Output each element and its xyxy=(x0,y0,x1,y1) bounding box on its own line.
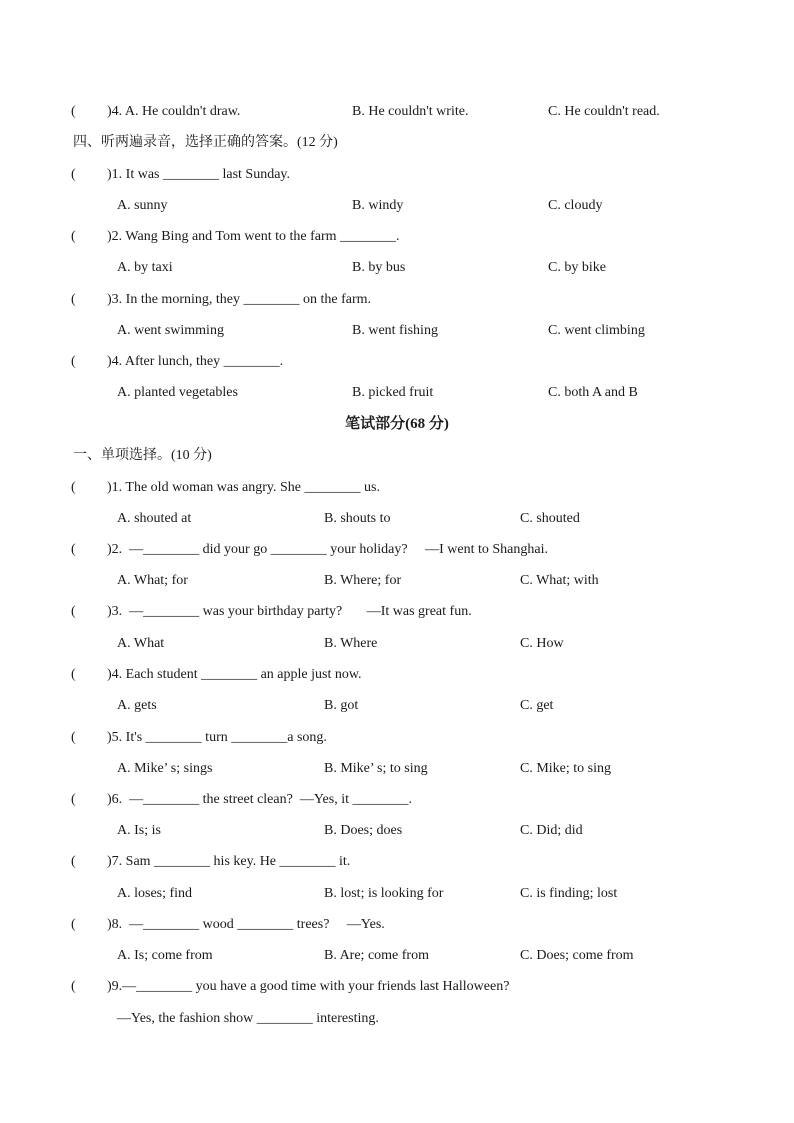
option-a: A. sunny xyxy=(117,198,168,213)
listening-q2-options xyxy=(0,258,794,278)
question-stem: )1. The old woman was angry. She ________ us. xyxy=(107,480,380,495)
question-stem: )9.—________ you have a good time with your friends last Halloween? xyxy=(107,979,510,994)
option-c: C. cloudy xyxy=(548,198,603,213)
option-c: C. Did; did xyxy=(520,823,583,838)
mc-q8-options xyxy=(0,946,794,966)
listening-q1-stem xyxy=(0,165,794,185)
answer-paren: ( xyxy=(71,792,76,807)
option-b: B. shouts to xyxy=(324,511,391,526)
option-b: B. picked fruit xyxy=(352,385,434,400)
option-a: A. gets xyxy=(117,698,157,713)
answer-paren: ( xyxy=(71,979,76,994)
option-c: C. He couldn't read. xyxy=(548,104,660,119)
answer-paren: ( xyxy=(71,104,76,119)
answer-paren: ( xyxy=(71,730,76,745)
option-b: B. got xyxy=(324,698,359,713)
written-part-title: 笔试部分(68 分) xyxy=(345,416,449,432)
option-c: C. Mike; to sing xyxy=(520,761,612,776)
section1-heading xyxy=(0,446,794,466)
option-c: C. How xyxy=(520,636,564,651)
section-heading-text: 四、听两遍录音，选择正确的答案。(12 分) xyxy=(73,135,338,150)
mc-q3-options xyxy=(0,634,794,654)
mc-q6-options xyxy=(0,821,794,841)
question-stem: )7. Sam ________ his key. He ________ it. xyxy=(107,854,351,869)
answer-paren: ( xyxy=(71,229,76,244)
mc-q5-stem xyxy=(0,728,794,748)
mc-q4-stem xyxy=(0,665,794,685)
option-c: C. by bike xyxy=(548,260,606,275)
written-part-title-row xyxy=(0,414,794,434)
option-b: B. He couldn't write. xyxy=(352,104,469,119)
question-stem: )6. —________ the street clean? —Yes, it ________. xyxy=(107,792,412,807)
answer-paren: ( xyxy=(71,167,76,182)
mc-q4-options xyxy=(0,696,794,716)
answer-paren: ( xyxy=(71,917,76,932)
mc-q9-stem xyxy=(0,977,794,997)
option-a: A. Is; is xyxy=(117,823,161,838)
question-reply: —Yes, the fashion show ________ interesting. xyxy=(117,1011,379,1026)
option-b: B. by bus xyxy=(352,260,406,275)
option-b: B. Where xyxy=(324,636,378,651)
option-a: A. by taxi xyxy=(117,260,173,275)
option-a: A. What xyxy=(117,636,165,651)
mc-q3-stem xyxy=(0,602,794,622)
mc-q2-stem xyxy=(0,540,794,560)
option-b: B. lost; is looking for xyxy=(324,886,444,901)
option-c: C. went climbing xyxy=(548,323,645,338)
question-stem: )5. It's ________ turn ________a song. xyxy=(107,730,327,745)
question-stem: )4. Each student ________ an apple just now. xyxy=(107,667,362,682)
question-stem: )4. A. He couldn't draw. xyxy=(107,104,241,119)
option-c: C. both A and B xyxy=(548,385,638,400)
listening-q2-stem xyxy=(0,227,794,247)
mc-q5-options xyxy=(0,759,794,779)
mc-q1-stem xyxy=(0,478,794,498)
answer-paren: ( xyxy=(71,292,76,307)
answer-paren: ( xyxy=(71,480,76,495)
question-stem: )2. Wang Bing and Tom went to the farm ________. xyxy=(107,229,400,244)
option-a: A. shouted at xyxy=(117,511,192,526)
section-heading-text: 一、单项选择。(10 分) xyxy=(73,448,212,463)
option-b: B. Are; come from xyxy=(324,948,429,963)
mc-q8-stem xyxy=(0,915,794,935)
option-a: A. planted vegetables xyxy=(117,385,238,400)
answer-paren: ( xyxy=(71,854,76,869)
mc-q9-reply xyxy=(0,1009,794,1029)
answer-paren: ( xyxy=(71,354,76,369)
option-b: B. Does; does xyxy=(324,823,403,838)
section4-heading xyxy=(0,133,794,153)
answer-paren: ( xyxy=(71,667,76,682)
option-b: B. Mike’ s; to sing xyxy=(324,761,428,776)
listening-q3-options xyxy=(0,321,794,341)
option-c: C. What; with xyxy=(520,573,599,588)
listening-q4-options xyxy=(0,383,794,403)
mc-q1-options xyxy=(0,509,794,529)
option-c: C. get xyxy=(520,698,554,713)
answer-paren: ( xyxy=(71,542,76,557)
question-stem: )3. —________ was your birthday party? —It was great fun. xyxy=(107,604,472,619)
question-stem: )8. —________ wood ________ trees? —Yes. xyxy=(107,917,385,932)
question-stem: )1. It was ________ last Sunday. xyxy=(107,167,291,182)
option-a: A. went swimming xyxy=(117,323,224,338)
option-b: B. windy xyxy=(352,198,404,213)
option-a: A. What; for xyxy=(117,573,188,588)
option-a: A. Is; come from xyxy=(117,948,213,963)
answer-paren: ( xyxy=(71,604,76,619)
option-c: C. shouted xyxy=(520,511,580,526)
option-c: C. is finding; lost xyxy=(520,886,618,901)
mc-q6-stem xyxy=(0,790,794,810)
listening-prev-q4 xyxy=(0,102,794,122)
listening-q4-stem xyxy=(0,352,794,372)
listening-q1-options xyxy=(0,196,794,216)
option-a: A. Mike’ s; sings xyxy=(117,761,213,776)
option-b: B. went fishing xyxy=(352,323,438,338)
option-b: B. Where; for xyxy=(324,573,402,588)
question-stem: )3. In the morning, they ________ on the farm. xyxy=(107,292,372,307)
option-c: C. Does; come from xyxy=(520,948,634,963)
mc-q2-options xyxy=(0,571,794,591)
mc-q7-options xyxy=(0,884,794,904)
mc-q7-stem xyxy=(0,852,794,872)
option-a: A. loses; find xyxy=(117,886,193,901)
question-stem: )2. —________ did your go ________ your holiday? —I went to Shanghai. xyxy=(107,542,548,557)
question-stem: )4. After lunch, they ________. xyxy=(107,354,284,369)
listening-q3-stem xyxy=(0,290,794,310)
